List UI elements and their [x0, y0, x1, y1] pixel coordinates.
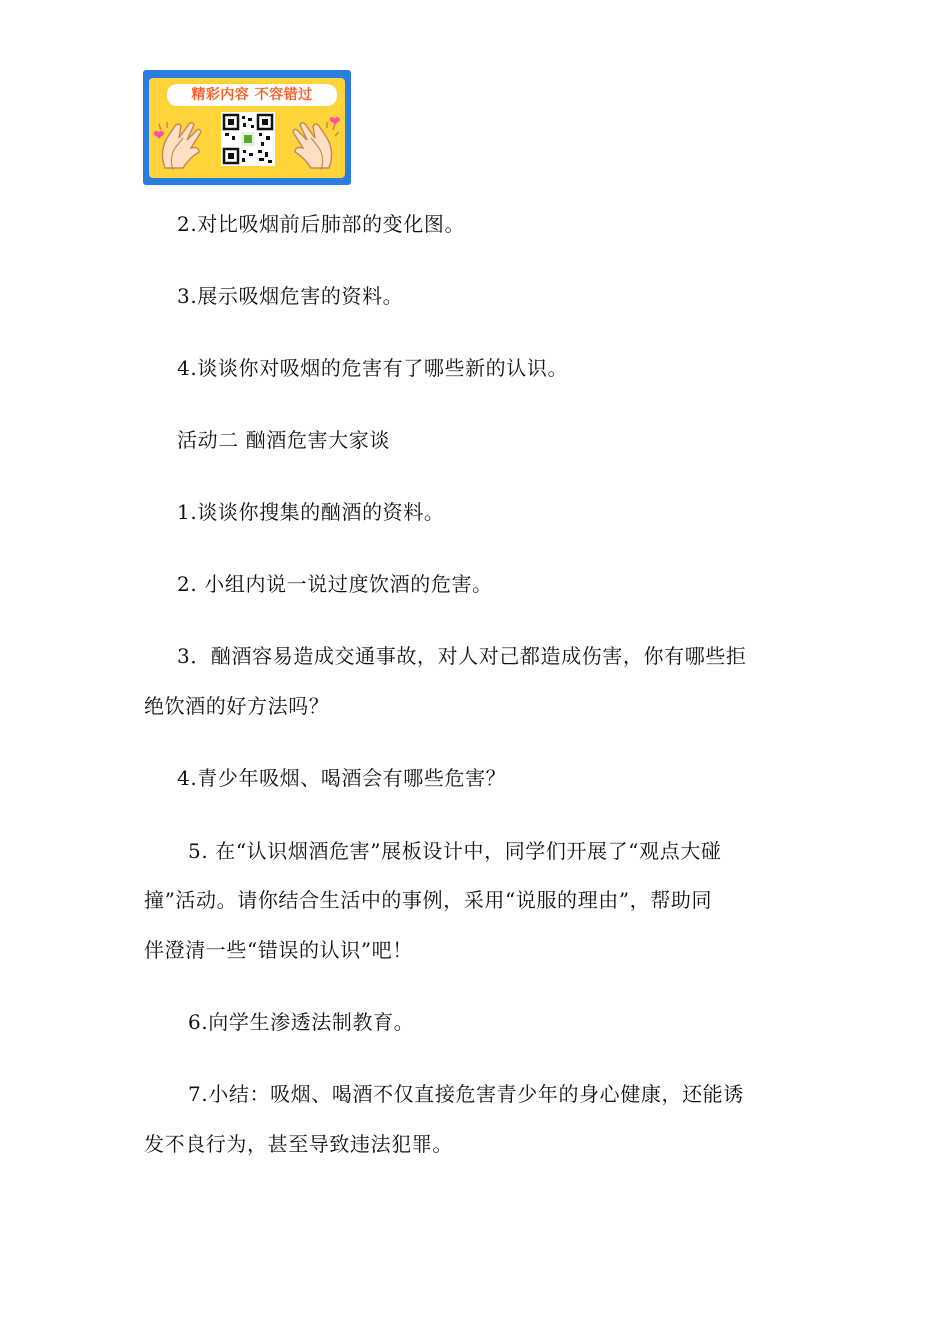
banner-background	[149, 78, 345, 178]
text-line: 撞”活动。请你结合生活中的事例，采用“说服的理由”，帮助同	[144, 888, 713, 912]
qr-code-icon	[221, 112, 275, 166]
text-line: 5. 在“认识烟酒危害”展板设计中，同学们开展了“观点大碰	[188, 839, 722, 863]
heart-icon: ❤	[153, 128, 165, 144]
text-line: 3．酗酒容易造成交通事故，对人对己都造成伤害，你有哪些拒	[177, 644, 747, 668]
clapping-hands-icon	[155, 118, 213, 174]
text-line: 伴澄清一些“错误的认识”吧！	[144, 938, 413, 962]
text-line: 4.谈谈你对吸烟的危害有了哪些新的认识。	[177, 356, 569, 380]
text-line: 1.谈谈你搜集的酗酒的资料。	[177, 500, 445, 524]
text-line: 7.小结：吸烟、喝酒不仅直接危害青少年的身心健康，还能诱	[188, 1082, 744, 1106]
heart-icon: ❤	[329, 114, 341, 130]
text-line: 4.青少年吸烟、喝酒会有哪些危害？	[177, 766, 507, 790]
section-heading: 活动二 酗酒危害大家谈	[177, 428, 390, 452]
text-line: 6.向学生渗透法制教育。	[188, 1010, 415, 1034]
text-line: 2.对比吸烟前后肺部的变化图。	[177, 212, 466, 236]
text-line: 3.展示吸烟危害的资料。	[177, 284, 404, 308]
banner-title: 精彩内容 不容错过	[167, 84, 337, 106]
promo-banner[interactable]	[143, 70, 351, 185]
text-line: 2. 小组内说一说过度饮酒的危害。	[177, 572, 493, 596]
text-line: 绝饮酒的好方法吗？	[144, 694, 330, 718]
text-line: 发不良行为，甚至导致违法犯罪。	[144, 1132, 453, 1156]
